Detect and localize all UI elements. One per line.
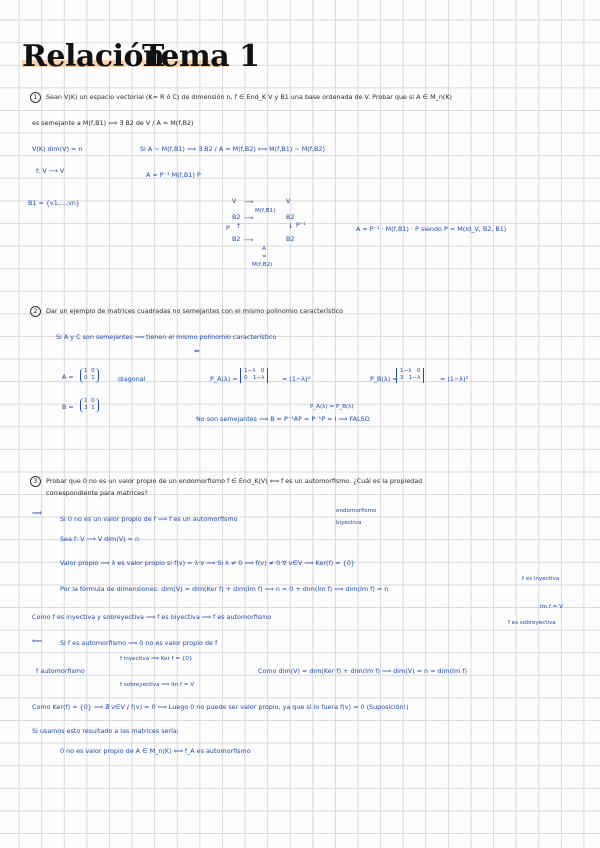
diagram-arrow-up: ↑	[236, 222, 242, 230]
ex1-f-map: f: V ⟶ V	[36, 167, 65, 175]
diagram-B2-bottom-left: B2	[232, 235, 241, 243]
ex3-brace-2: biyectiva	[336, 520, 362, 526]
ex2-statement: Dar un ejemplo de matrices cuadradas no semejantes con el mismo polinomio característico	[46, 307, 344, 315]
ex1-statement: Sean V(K) un espacio vectorial (K= R ó C) de dimensión n, f ∈ End_K V y B1 una base ordenada de V. Probar que si A ∈ M_n(K)	[46, 93, 453, 101]
ex2-conclusion: No son semejantes ⟹ B = P⁻¹AP = P⁻¹P = I ⟹ FALSO	[196, 415, 370, 423]
ex2-B-matrix: 1 0 3 1	[80, 398, 99, 413]
ex2-fact: Si A y C son semejantes ⟹ tienen el mismo polinomio característico	[56, 333, 277, 341]
ex3-line-4c: f es sobreyectiva	[508, 620, 556, 626]
ex2-A-matrix: 1 0 0 1	[80, 368, 99, 383]
exercise-number-1: 1	[30, 92, 41, 103]
exercise-number-3: 3	[30, 476, 41, 487]
exercise-number-2: 2	[30, 306, 41, 317]
ex3-line-9: Si usamos esto resultado a las matrices sería:	[32, 727, 179, 735]
ex3-line-1: Si 0 no es un valor propio de f ⟹ f es un automorfismo	[60, 515, 238, 523]
ex3-line-7c: f sobreyectiva ⟹ Im f = V	[120, 682, 195, 688]
ex1-similarity: A = P⁻¹ M(f,B1) P	[146, 171, 201, 179]
ex3-forward-arrow: ⟹	[32, 509, 43, 517]
ex3-line-8: Como Ker(f) = {0} ⟹ ∄ v∈V / f(v) = 0 ⟹ Luego 0 no puede ser valor propio, ya que si lo fuera f(v) = 0 (Suposición!)	[32, 703, 409, 711]
diagram-V-right: V	[286, 197, 291, 205]
ex3-line-3b: f es inyectiva	[522, 576, 560, 582]
ex2-pA-result: = (1−λ)²	[282, 375, 311, 383]
ex3-statement: Probar que 0 no es un valor propio de un endomorfismo f ∈ End_K(V) ⟺ f es un automorfismo. ¿Cuál es la propiedad	[46, 477, 423, 485]
ex2-pB-label: P_B(λ) =	[370, 375, 398, 383]
diagram-arrow-top: ⟶	[244, 198, 254, 206]
ex2-B-label: B =	[62, 403, 74, 411]
ex3-line-2: Sea f: V ⟶ V dim(V) = n	[60, 535, 140, 543]
ex1-statement-2: es semejante a M(f,B1) ⟹ ∃ B2 de V / A = M(f,B2)	[32, 119, 194, 127]
ex3-line-4: Por la fórmula de dimensiones: dim(V) = dim(Ker f) + dim(Im f) ⟹ n = 0 + dim(Im f) ⟹ dim(Im f) = n	[60, 585, 389, 593]
ex1-dim: V(K) dim(V) = n	[32, 145, 83, 153]
ex3-line-10: 0 no es valor propio de A ∈ M_n(K) ⟺ f_A es automorfismo	[60, 747, 251, 755]
diagram-V-left: V	[232, 197, 237, 205]
ex2-A-label: A =	[62, 373, 74, 381]
title-word-1: Relación	[22, 39, 165, 74]
diagram-B2-left: B2	[232, 213, 241, 221]
ex3-statement-2: correspondiente para matrices?	[46, 489, 148, 497]
ex3-brace-1: endomorfismo	[336, 508, 377, 514]
ex1-result: A = P⁻¹ · M(f,B1) · P siendo P = M(Id_V, B2, B1)	[356, 225, 507, 233]
ex3-line-5: Como f es inyectiva y sobreyectiva ⟹ f es biyectiva ⟹ f es automorfismo	[32, 613, 272, 621]
ex2-pB-det: 1−λ 0 3 1−λ	[396, 368, 424, 383]
diagram-top-label: M(f,B1)	[255, 208, 276, 214]
ex2-diagonal: diagonal	[118, 375, 146, 383]
ex1-main: Si A ~ M(f,B1) ⟹ ∃ B2 / A = M(f,B2) ⟺ M(f,B1) ~ M(f,B2)	[140, 145, 325, 153]
ex3-line-7a: f automorfismo	[36, 667, 85, 675]
diagram-Pinv: P⁻¹	[296, 221, 306, 229]
diagram-arrow-mid: ⟶	[244, 214, 254, 222]
diagram-B2-bottom-right: B2	[286, 235, 295, 243]
diagram-eq: =	[262, 254, 267, 260]
diagram-B2-right: B2	[286, 213, 295, 221]
diagram-A: A	[262, 246, 266, 252]
ex3-line-3: Valor propio ⟹ λ es valor propio si f(v) = λ·v ⟹ Si λ ≠ 0 ⟹ f(v) ≠ 0 ∀ v∈V ⟹ Ker(f) = {0}	[60, 559, 355, 567]
ex2-pA-det: 1−λ 0 0 1−λ	[240, 368, 268, 383]
title-word-2: Tema 1	[142, 39, 260, 74]
ex3-line-7b: f inyectiva ⟹ Ker f = {0}	[120, 656, 193, 662]
ex3-line-7d: Como dim(V) = dim(Ker f) + dim(Im f) ⟹ dim(V) = n = dim(Im f)	[258, 667, 467, 675]
diagram-arrow-bottom: ⟶	[244, 236, 254, 244]
ex3-backward-arrow: ⟸	[32, 637, 43, 645]
ex2-pB-result: = (1−λ)²	[440, 375, 469, 383]
ex3-line-4b: Im f = V	[540, 604, 563, 610]
diagram-bottom-label: M(f,B2)	[252, 262, 273, 268]
ex3-line-6: Si f es automorfismo ⟹ 0 no es valor propio de f	[60, 639, 218, 647]
diagram-arrow-down: ↓	[288, 222, 294, 230]
ex2-mark: ⇍	[194, 347, 200, 355]
ex2-eq-poly: P_A(λ) = P_B(λ)	[310, 404, 354, 410]
ex1-basis: B1 = {v1,...,vn}	[28, 199, 80, 207]
diagram-P: P	[226, 224, 230, 232]
ex2-pA-label: P_A(λ) =	[210, 375, 238, 383]
